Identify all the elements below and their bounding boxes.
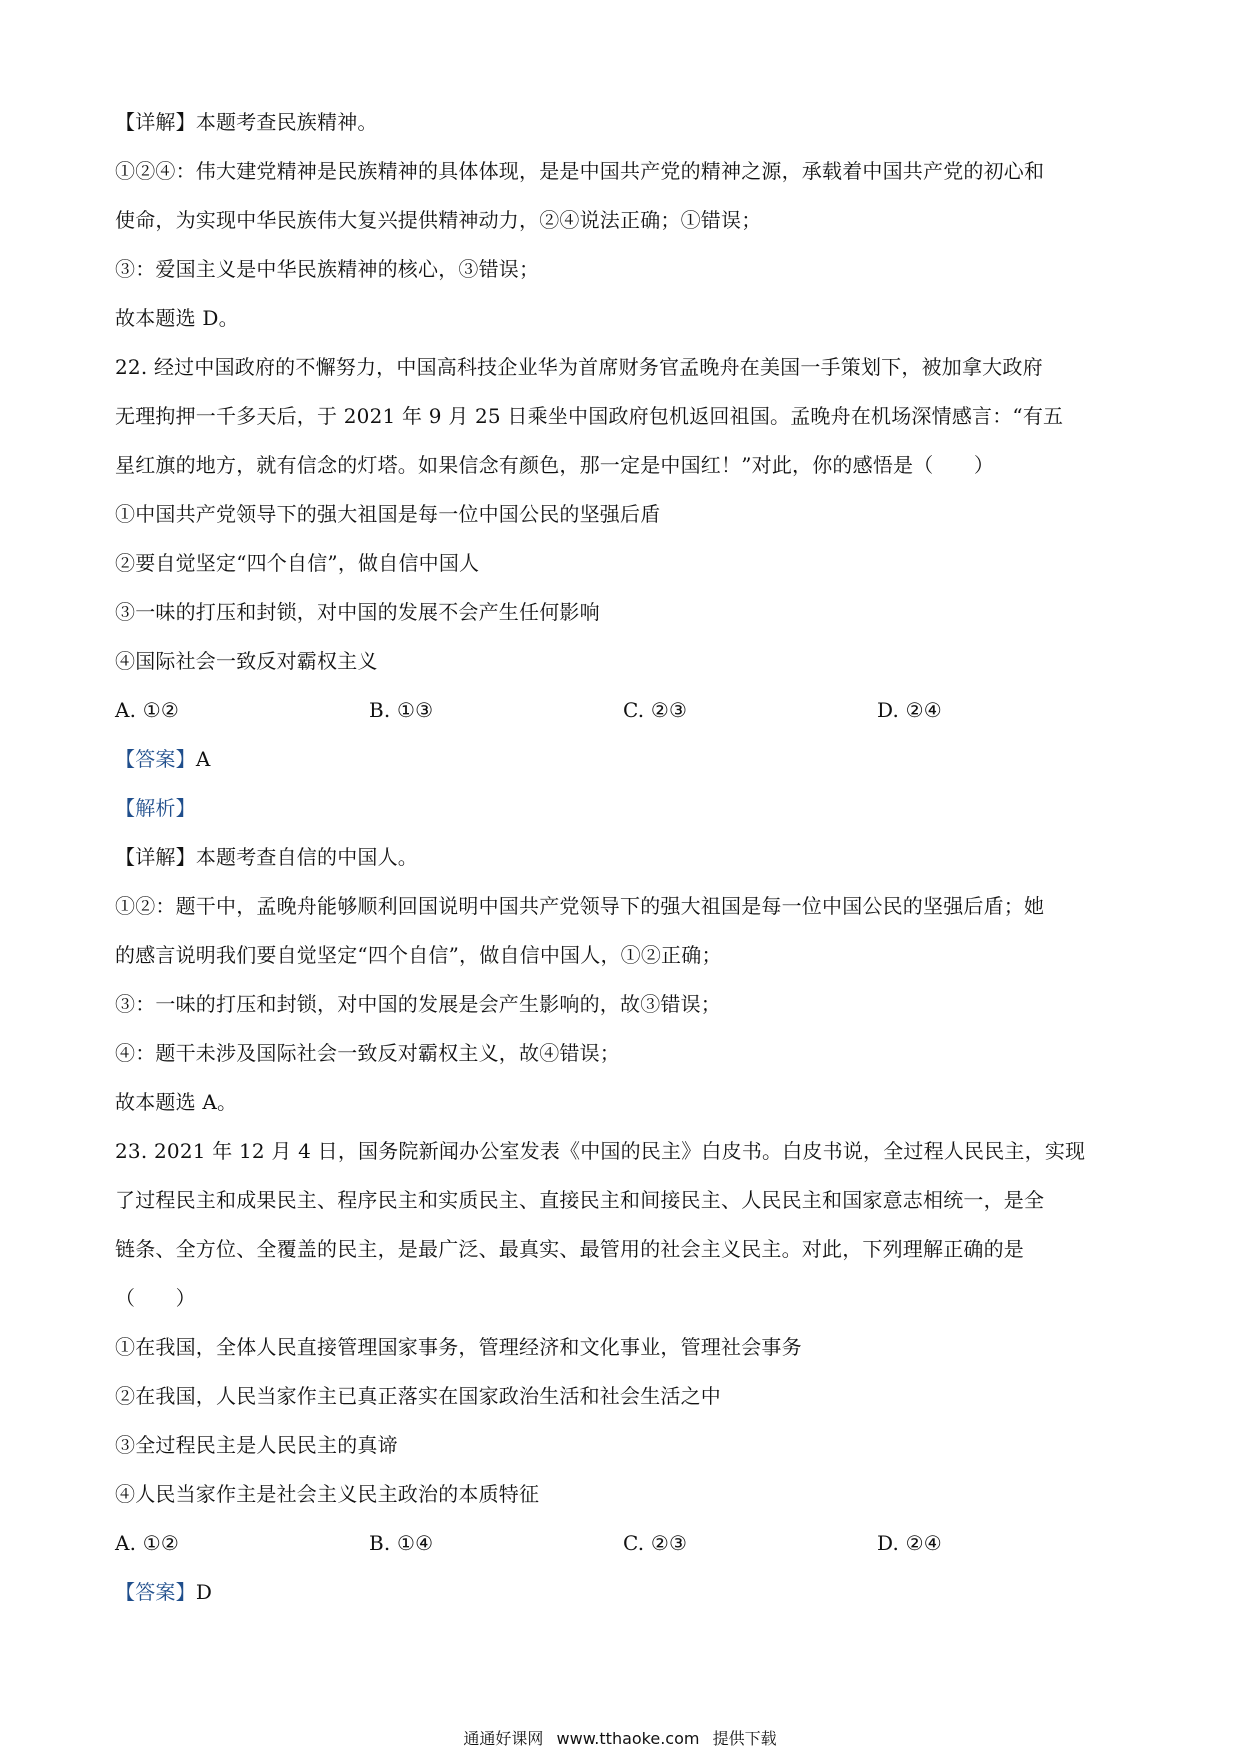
q23-stem-line-4: （ ）: [115, 1286, 196, 1310]
q23-stem-line-3: 链条、全方位、全覆盖的民主，是最广泛、最真实、最管用的社会主义民主。对此，下列理解正确的是: [115, 1237, 1024, 1261]
q23-answer-tag: 【答案】: [115, 1580, 196, 1604]
q23-options: [115, 1519, 1135, 1568]
q23-option-c: C. ②③: [623, 1531, 688, 1555]
q23-statement-2: ②在我国，人民当家作主已真正落实在国家政治生活和社会生活之中: [115, 1384, 721, 1408]
q21-detail-line: [115, 98, 1135, 147]
q22-options: [115, 686, 1135, 735]
q23-stem-line-1: 23. 2021 年 12 月 4 日，国务院新闻办公室发表《中国的民主》白皮书。白皮书说，全过程人民民主，实现: [115, 1139, 1086, 1163]
q22-stem-line-3: 星红旗的地方，就有信念的灯塔。如果信念有颜色，那一定是中国红！”对此，你的感悟是（ ）: [115, 453, 995, 477]
q22-detail-text: 本题考查自信的中国人。: [195, 845, 419, 869]
q22-answer-line: [115, 735, 1135, 784]
footer-url[interactable]: www.tthaoke.com: [556, 1729, 700, 1748]
q23-statement-3: ③全过程民主是人民民主的真谛: [115, 1433, 398, 1457]
q22-stem-line-1: 22. 经过中国政府的不懈努力，中国高科技企业华为首席财务官孟晚舟在美国一手策划下，被加拿大政府: [115, 355, 1043, 379]
q22-option-b: B. ①③: [369, 698, 434, 722]
q22-option-a: A. ①②: [115, 698, 180, 722]
q22-option-c: C. ②③: [623, 698, 688, 722]
q21-conclusion: 故本题选 D。: [115, 306, 239, 330]
q22-answer: A: [195, 747, 211, 771]
q22-analysis-line: [115, 784, 1135, 833]
q21-detail-line-3: ③：爱国主义是中华民族精神的核心，③错误；: [115, 257, 540, 281]
q23-statement-1: ①在我国，全体人民直接管理国家事务，管理经济和文化事业，管理社会事务: [115, 1335, 802, 1359]
q23-statement-4: ④人民当家作主是社会主义民主政治的本质特征: [115, 1482, 540, 1506]
q21-detail-text: 本题考查民族精神。: [195, 110, 378, 134]
q22-detail-line-1: ①②：题干中，孟晚舟能够顺利回国说明中国共产党领导下的强大祖国是每一位中国公民的坚强后盾；她: [115, 894, 1045, 918]
q23-answer-line: [115, 1568, 1135, 1617]
q22-statement-4: ④国际社会一致反对霸权主义: [115, 649, 378, 673]
q21-detail-tag: 【详解】: [115, 110, 196, 134]
q22-statement-2: ②要自觉坚定“四个自信”，做自信中国人: [115, 551, 480, 575]
q22-detail-line: [115, 833, 1135, 882]
q23-option-a: A. ①②: [115, 1531, 180, 1555]
q22-analysis-tag: 【解析】: [115, 796, 196, 820]
q22-detail-line-2: 的感言说明我们要自觉坚定“四个自信”，做自信中国人，①②正确；: [115, 943, 722, 967]
q21-detail-line-1: ①②④：伟大建党精神是民族精神的具体体现，是是中国共产党的精神之源，承载着中国共产党的初心和: [115, 159, 1045, 183]
q23-option-d: D. ②④: [877, 1531, 942, 1555]
q22-answer-tag: 【答案】: [115, 747, 196, 771]
q22-conclusion: 故本题选 A。: [115, 1090, 238, 1114]
q22-statement-1: ①中国共产党领导下的强大祖国是每一位中国公民的坚强后盾: [115, 502, 661, 526]
q22-detail-line-4: ④：题干未涉及国际社会一致反对霸权主义，故④错误；: [115, 1041, 620, 1065]
footer-site-name: 通通好课网: [463, 1729, 544, 1748]
page-footer: [0, 1726, 1240, 1749]
q22-option-d: D. ②④: [877, 698, 942, 722]
q21-detail-line-2: 使命，为实现中华民族伟大复兴提供精神动力，②④说法正确；①错误；: [115, 208, 762, 232]
q22-detail-line-3: ③：一味的打压和封锁，对中国的发展是会产生影响的，故③错误；: [115, 992, 721, 1016]
q23-stem-line-2: 了过程民主和成果民主、程序民主和实质民主、直接民主和间接民主、人民民主和国家意志相统一，是全: [115, 1188, 1045, 1212]
q22-stem-line-2: 无理拘押一千多天后，于 2021 年 9 月 25 日乘坐中国政府包机返回祖国。孟晚舟在机场深情感言：“有五: [115, 404, 1064, 428]
q22-detail-tag: 【详解】: [115, 845, 196, 869]
document-page: [115, 98, 1135, 1617]
q23-answer: D: [195, 1580, 213, 1604]
q23-option-b: B. ①④: [369, 1531, 434, 1555]
q22-statement-3: ③一味的打压和封锁，对中国的发展不会产生任何影响: [115, 600, 600, 624]
footer-suffix: 提供下载: [712, 1729, 777, 1748]
